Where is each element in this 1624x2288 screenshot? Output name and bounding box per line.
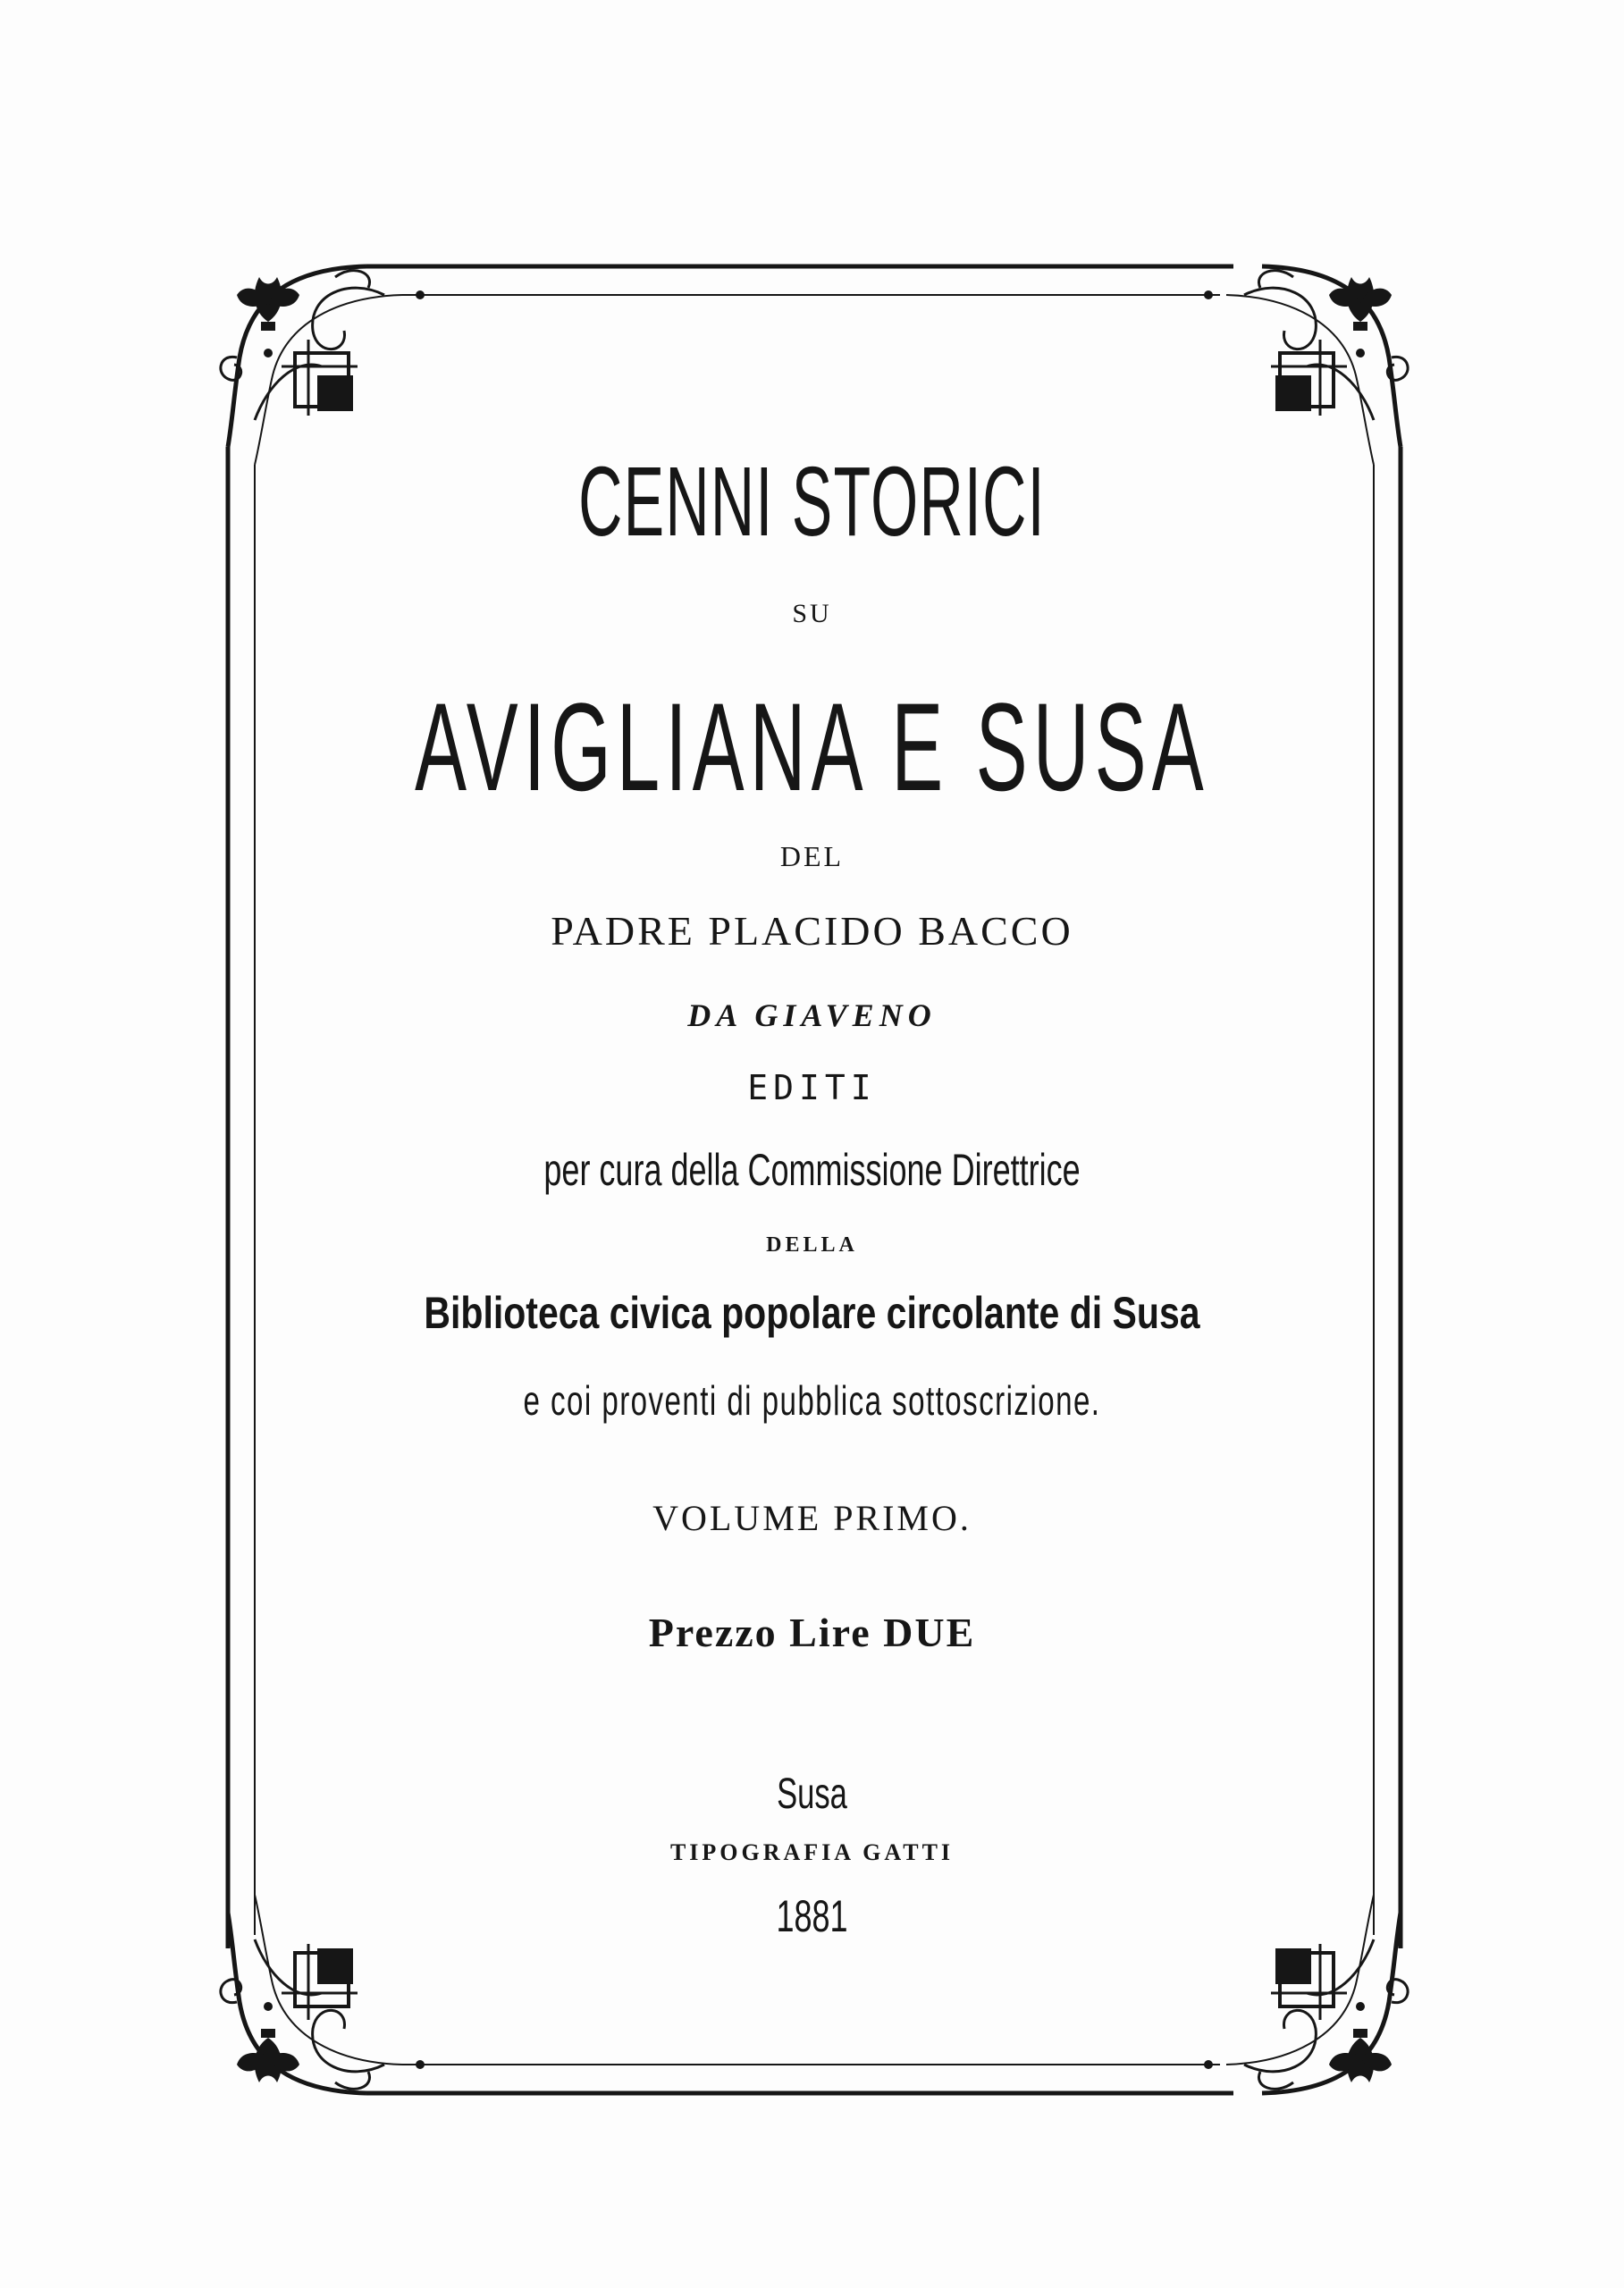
funding-line: e coi proventi di pubblica sottoscrizione.: [523, 1377, 1101, 1424]
connector-della: DELLA: [766, 1233, 858, 1257]
institution-name: Biblioteca civica popolare circolante di Susa: [424, 1288, 1200, 1338]
author-name: PADRE PLACIDO BACCO: [551, 908, 1073, 954]
editor-line: per cura della Commissione Direttrice: [543, 1145, 1081, 1195]
imprint-year: 1881: [776, 1891, 848, 1941]
volume-label: VOLUME PRIMO.: [652, 1498, 972, 1538]
imprint-printer: TIPOGRAFIA GATTI: [669, 1839, 955, 1865]
title-line-avigliana-e-susa: AVIGLIANA E SUSA: [415, 677, 1209, 817]
price-label: Prezzo Lire DUE: [648, 1610, 976, 1655]
corner-ornament-top-right: [1204, 266, 1408, 465]
connector-del: DEL: [779, 840, 845, 872]
title-line-cenni-storici: CENNI STORICI: [578, 447, 1046, 557]
author-origin: DA GIAVENO: [687, 997, 937, 1033]
corner-ornament-top-left: [221, 266, 425, 465]
editi-label: EDITI: [747, 1068, 877, 1107]
connector-su: SU: [792, 599, 832, 628]
imprint-city: Susa: [777, 1771, 847, 1818]
